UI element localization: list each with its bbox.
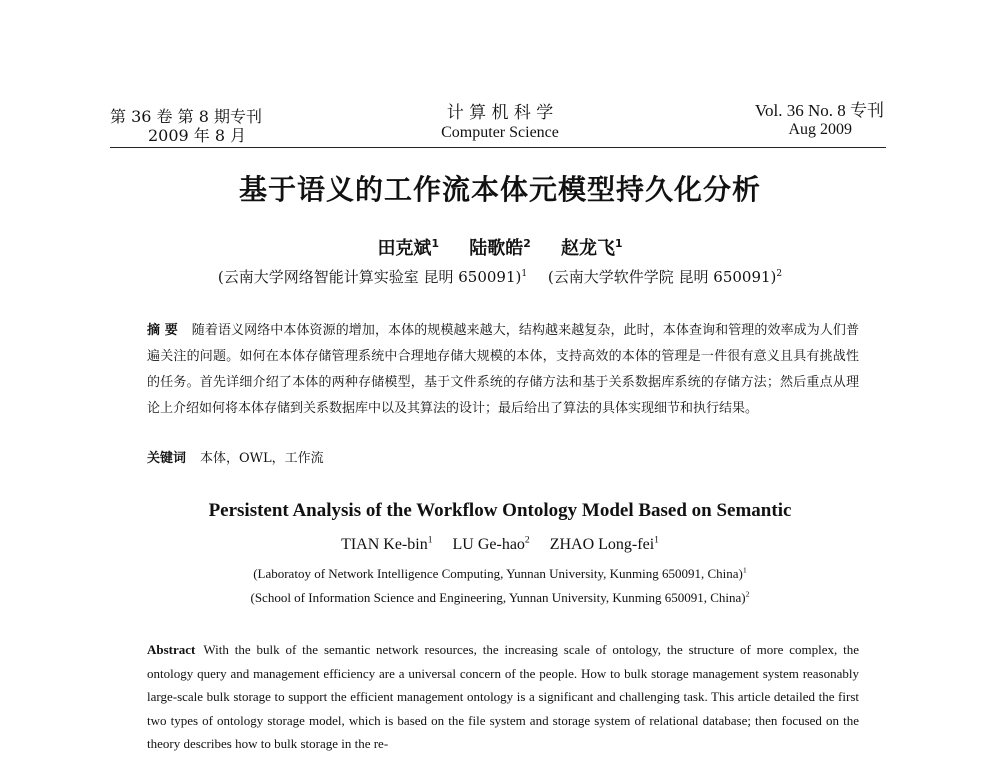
authors-cn <box>0 234 1000 260</box>
paper-title-en: Persistent Analysis of the Workflow Ontology Model Based on Semantic <box>208 500 792 521</box>
authors-en <box>0 536 1000 554</box>
keywords-text-cn: 本体，OWL，工作流 <box>200 451 324 466</box>
author-cn: 陆歌皓$^2$ <box>469 237 531 259</box>
abstract-text-en: With the bulk of the semantic network resources, the increasing scale of ontology, the structure of more complex, the ontology query and management efficiency are a universal concern of the people. How to bulk storage management system reasonably large-scale bulk storage to support the efficient management ontology is a significant and challenging task. This article detailed the first two types of ontology storage model, which is based on the file system and storage system of relational database; then focused on the theory describes how to bulk storage in the re- <box>147 642 859 751</box>
journal-date-cn: 2009 年 8 月 <box>148 126 247 145</box>
affiliation-cn: (云南大学网络智能计算实验室 昆明 650091)$^1$ <box>217 268 528 286</box>
abstract-label-cn: 摘 要 <box>147 323 178 338</box>
abstract-text-cn: 随着语义网络中本体资源的增加，本体的规模越来越大，结构越来越复杂，此时，本体查询和管理的效率成为人们普遍关注的问题。如何在本体存储管理系统中合理地存储大规模的本体，支持高效的本体的管理是一件很有意义且具有挑战性的任务。首先详细介绍了本体的两种存储模型，基于文件系统的存储方法和基于关系数据库系统的存储方法；然后重点从理论上介绍如何将本体存储到关系数据库中以及其算法的设计；最后给出了算法的具体实现细节和执行结果。 <box>147 323 859 416</box>
journal-date-en: Aug 2009 <box>788 121 852 138</box>
affiliations-cn <box>0 266 1000 287</box>
author-cn: 田克斌$^1$ <box>377 237 439 259</box>
abstract-label-en: Abstract <box>147 642 196 657</box>
affiliation-en: (School of Information Science and Engineering, Yunnan University, Kunming 650091, China)$^2$ <box>250 589 750 605</box>
author-en: ZHAO Long-fei$^1$ <box>549 534 659 553</box>
journal-volume-en: Vol. 36 No. 8 专刊 <box>754 101 884 120</box>
author-en: TIAN Ke-bin$^1$ <box>341 534 433 553</box>
paper-title-cn: 基于语义的工作流本体元模型持久化分析 <box>238 173 761 206</box>
abstract-en <box>147 638 859 756</box>
affiliation-cn: (云南大学软件学院 昆明 650091)$^2$ <box>547 268 783 286</box>
affiliation-en: (Laboratoy of Network Intelligence Computing, Yunnan University, Kunming 650091, China)$^1$ <box>253 565 747 581</box>
journal-name-cn: 计 算 机 科 学 <box>446 103 554 123</box>
keywords-label-cn: 关键词 <box>147 451 187 466</box>
keywords-cn <box>147 447 324 466</box>
author-en: LU Ge-hao$^2$ <box>452 534 530 553</box>
author-cn: 赵龙飞$^1$ <box>561 237 623 259</box>
abstract-cn <box>147 318 859 422</box>
header-rule <box>110 147 886 148</box>
journal-volume-cn: 第 36 卷 第 8 期专刊 <box>110 107 262 126</box>
journal-name-en: Computer Science <box>441 124 559 141</box>
